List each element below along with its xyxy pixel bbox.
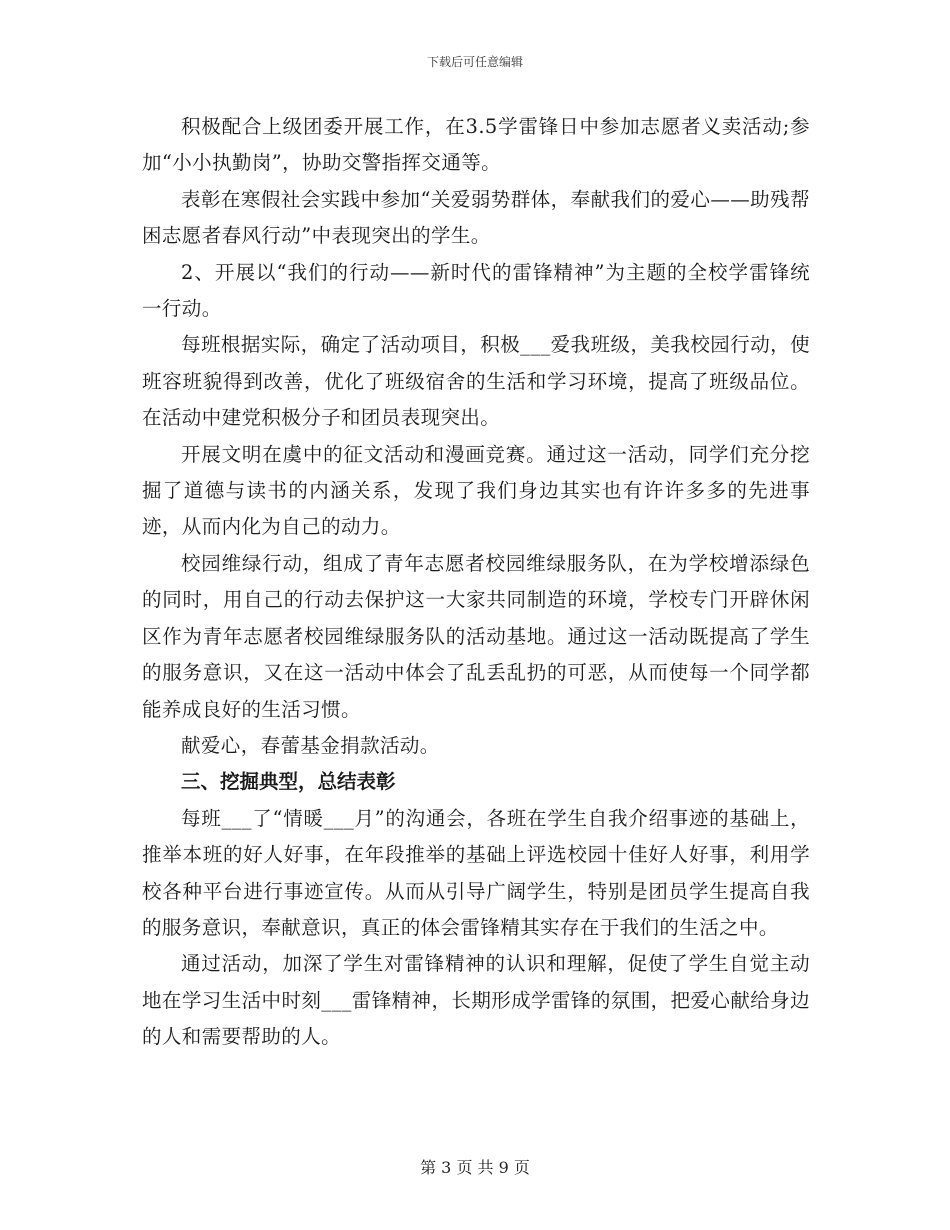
paragraph: 开展文明在虞中的征文活动和漫画竞赛。通过这一活动，同学们充分挖掘了道德与读书的内涵关系，发现了我们身边其实也有许许多多的先进事迹，从而内化为自己的动力。 [142, 442, 810, 539]
paragraph: 通过活动，加深了学生对雷锋精神的认识和理解，促使了学生自觉主动地在学习生活中时刻___雷锋精神，长期形成学雷锋的氛围，把爱心献给身边的人和需要帮助的人。 [142, 952, 810, 1049]
paragraph: 每班___了“情暖___月”的沟通会，各班在学生自我介绍事迹的基础上，推举本班的好人好事，在年段推举的基础上评选校园十佳好人好事，利用学校各种平台进行事迹宣传。从而从引导广阔学生，特别是团员学生提高自我的服务意识，奉献意识，真正的体会雷锋精其实存在于我们的生活之中。 [142, 806, 810, 939]
paragraph: 表彰在寒假社会实践中参加“关爱弱势群体，奉献我们的爱心——助残帮困志愿者春风行动”中表现突出的学生。 [142, 187, 810, 248]
section-heading: 三、挖掘典型，总结表彰 [181, 770, 396, 794]
paragraph: 积极配合上级团委开展工作，在3.5学雷锋日中参加志愿者义卖活动;参加“小小执勤岗”，协助交警指挥交通等。 [142, 115, 810, 175]
paragraph: 献爱心，春蕾基金捐款活动。 [181, 733, 440, 757]
paragraph: 2、开展以“我们的行动——新时代的雷锋精神”为主题的全校学雷锋统一行动。 [142, 260, 810, 321]
page-header-note: 下载后可任意编辑 [426, 55, 523, 69]
page-number: 第 3 页 共 9 页 [420, 1158, 530, 1177]
document-body [142, 109, 810, 1056]
paragraph: 每班根据实际，确定了活动项目，积极___爱我班级，美我校园行动，使班容班貌得到改善，优化了班级宿舍的生活和学习环境，提高了班级品位。在活动中建党积极分子和团员表现突出。 [142, 333, 810, 430]
paragraph: 校园维绿行动，组成了青年志愿者校园维绿服务队，在为学校增添绿色的同时，用自己的行动去保护这一大家共同制造的环境，学校专门开辟休闲区作为青年志愿者校园维绿服务队的活动基地。通过这一活动既提高了学生的服务意识，又在这一活动中体会了乱丢乱扔的可恶，从而使每一个同学都能养成良好的生活习惯。 [142, 551, 810, 721]
